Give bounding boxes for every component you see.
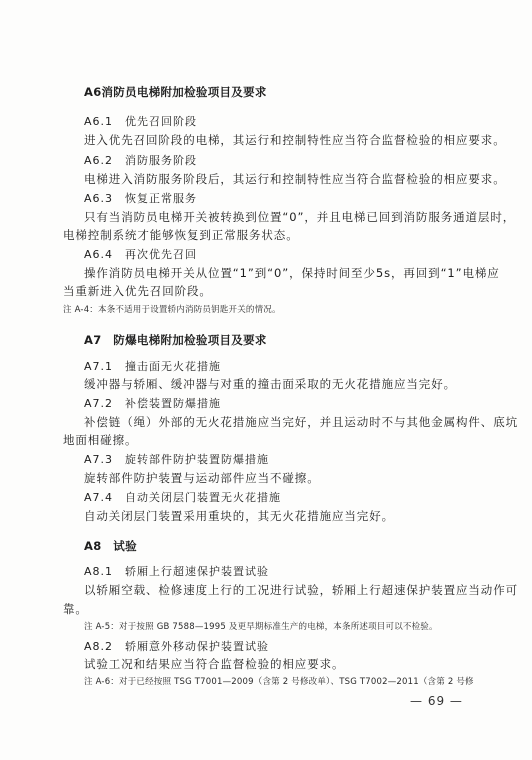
section-heading-a6: A6消防员电梯附加检验项目及要求 <box>84 85 267 99</box>
clause-body-a6-4-line1: 操作消防员电梯开关从位置“1”到“0”，保持时间至少5s，再回到“1”电梯应 <box>84 266 500 280</box>
clause-body-a7-3: 旋转部件防护装置与运动部件应当不碰擦。 <box>84 471 320 485</box>
note-a6: 注 A-6：对于已经按照 TSG T7001—2009（含第 2 号修改单）、TSG T7002—2011（含第 2 号修 <box>84 677 474 687</box>
clause-title-a7-4: A7.4 自动关闭层门装置无火花措施 <box>84 491 282 504</box>
section-heading-a8: A8 试验 <box>84 539 137 553</box>
clause-title-a6-4: A6.4 再次优先召回 <box>84 248 198 261</box>
clause-body-a8-2: 试验工况和结果应当符合监督检验的相应要求。 <box>84 657 345 671</box>
note-a4: 注 A-4：本条不适用于设置轿内消防员钥匙开关的情况。 <box>63 305 281 315</box>
clause-body-a8-1-line1: 以轿厢空载、检修速度上行的工况进行试验，轿厢上行超速保护装置应当动作可 <box>84 583 518 597</box>
clause-title-a8-1: A8.1 轿厢上行超速保护装置试验 <box>84 565 270 578</box>
clause-title-a7-2: A7.2 补偿装置防爆措施 <box>84 397 222 410</box>
clause-body-a6-3-line1: 只有当消防员电梯开关被转换到位置“0”，并且电梯已回到消防服务通道层时， <box>84 210 516 224</box>
clause-title-a6-3: A6.3 恢复正常服务 <box>84 192 198 205</box>
clause-title-a7-3: A7.3 旋转部件防护装置防爆措施 <box>84 453 270 466</box>
clause-body-a7-2-line1: 补偿链（绳）外部的无火花措施应当完好，并且运动时不与其他金属构件、底坑 <box>84 415 518 429</box>
clause-title-a6-2: A6.2 消防服务阶段 <box>84 154 198 167</box>
clause-title-a7-1: A7.1 撞击面无火花措施 <box>84 360 222 373</box>
clause-body-a6-2: 电梯进入消防服务阶段后，其运行和控制特性应当符合监督检验的相应要求。 <box>84 172 506 186</box>
clause-body-a6-1: 进入优先召回阶段的电梯，其运行和控制特性应当符合监督检验的相应要求。 <box>84 133 506 147</box>
clause-body-a8-1-line2: 靠。 <box>63 602 88 616</box>
clause-title-a8-2: A8.2 轿厢意外移动保护装置试验 <box>84 640 270 653</box>
page-number: — 69 — <box>410 694 463 708</box>
note-a5: 注 A-5：对于按照 GB 7588—1995 及更早期标准生产的电梯，本条所述项目可以不检验。 <box>84 622 438 632</box>
clause-body-a7-1: 缓冲器与轿厢、缓冲器与对重的撞击面采取的无火花措施应当完好。 <box>84 377 456 391</box>
clause-body-a6-4-line2: 当重新进入优先召回阶段。 <box>63 284 212 298</box>
clause-body-a6-3-line2: 电梯控制系统才能够恢复到正常服务状态。 <box>63 228 299 242</box>
clause-body-a7-2-line2: 地面相碰擦。 <box>63 433 138 447</box>
section-heading-a7: A7 防爆电梯附加检验项目及要求 <box>84 333 267 347</box>
clause-title-a6-1: A6.1 优先召回阶段 <box>84 115 198 128</box>
clause-body-a7-4: 自动关闭层门装置采用重块的，其无火花措施应当完好。 <box>84 509 394 523</box>
